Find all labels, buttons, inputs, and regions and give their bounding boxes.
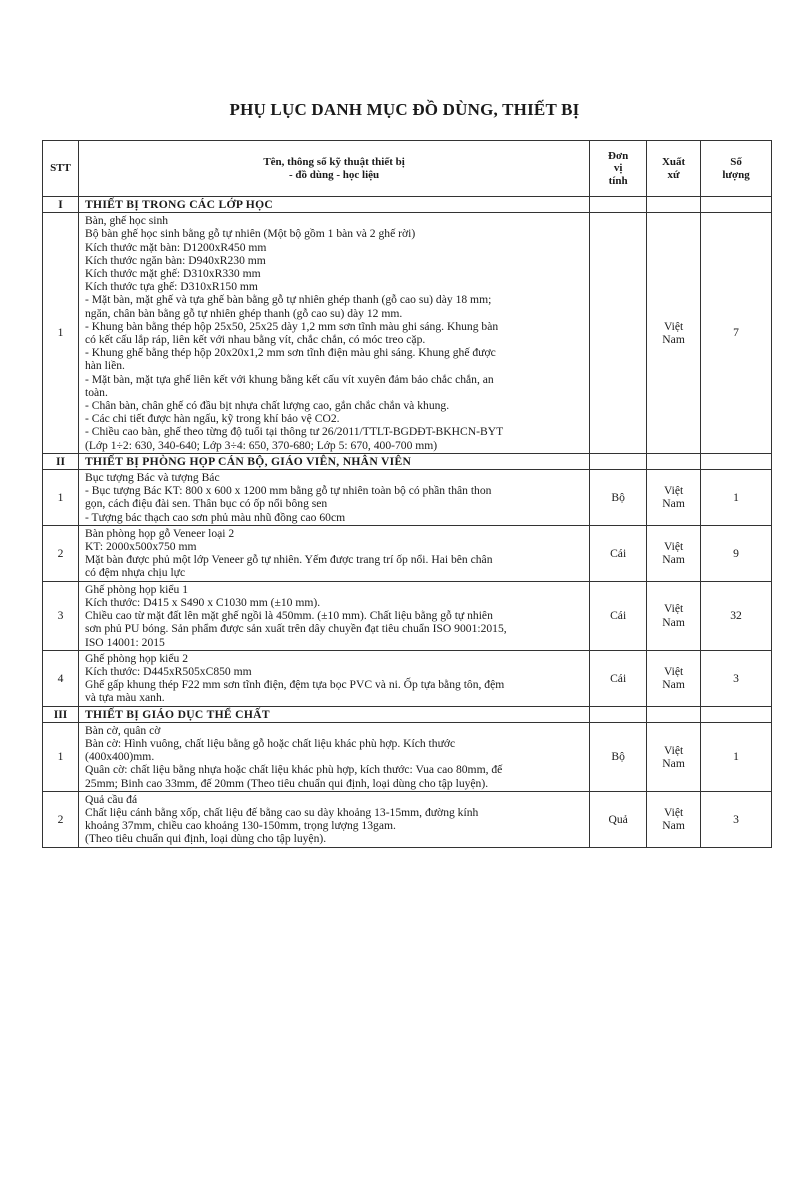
description-line: (400x400)mm.	[84, 750, 155, 764]
description-line: Kích thước: D415 x S490 x C1030 mm (±10 mm).	[84, 595, 321, 609]
item-description	[78, 525, 589, 581]
item-origin: Việt Nam	[647, 650, 701, 706]
item-origin: Việt Nam	[647, 791, 701, 847]
description-line: Ghế gấp khung thép F22 mm sơn tĩnh điện, đệm tựa bọc PVC và ni. Ốp tựa bằng tôn, đệm	[84, 678, 505, 692]
section-number: II	[43, 453, 79, 469]
header-origin	[647, 141, 701, 197]
description-line: Bộ bàn ghế học sinh bằng gỗ tự nhiên (Một bộ gồm 1 bàn và 2 ghế rời)	[84, 227, 416, 241]
table-row	[43, 525, 772, 581]
header-name-line: - đồ dùng - học liệu	[288, 168, 380, 181]
description-line: gọn, cách điệu đài sen. Thân bục có ốp nổi bông sen	[84, 497, 328, 511]
table-row	[43, 213, 772, 454]
description-line: toàn.	[84, 385, 108, 399]
section-title: THIẾT BỊ GIÁO DỤC THỂ CHẤT	[78, 706, 589, 722]
description-line: Kích thước: D445xR505xC850 mm	[84, 664, 252, 678]
item-origin: Việt Nam	[647, 470, 701, 526]
section-empty-cell	[590, 706, 647, 722]
item-number: 2	[43, 525, 79, 581]
section-empty-cell	[701, 197, 772, 213]
description-line: Chất liệu cánh bằng xốp, chất liệu đế bằng cao su dày khoảng 13-15mm, đường kính	[84, 805, 479, 819]
item-unit: Bộ	[590, 470, 647, 526]
section-empty-cell	[647, 453, 701, 469]
description-line: Bàn, ghế học sinh	[84, 214, 169, 228]
description-line: Kích thước mặt ghế: D310xR330 mm	[84, 267, 261, 281]
section-empty-cell	[701, 453, 772, 469]
description-line: Chiều cao từ mặt đất lên mặt ghế ngồi là 450mm. (±10 mm). Chất liệu bằng gỗ tự nhiên	[84, 609, 493, 623]
description-line: (Theo tiêu chuẩn qui định, loại dùng cho tập luyện).	[84, 832, 327, 846]
section-empty-cell	[590, 197, 647, 213]
item-origin: Việt Nam	[647, 722, 701, 791]
item-quantity: 32	[701, 581, 772, 650]
page-title: PHỤ LỤC DANH MỤC ĐỒ DÙNG, THIẾT BỊ	[229, 100, 580, 119]
description-line: có đệm nhựa chịu lực	[84, 566, 186, 580]
item-description	[78, 791, 589, 847]
item-description	[78, 470, 589, 526]
equipment-table	[42, 140, 772, 848]
section-empty-cell	[590, 453, 647, 469]
description-line: Kích thước ngăn bàn: D940xR230 mm	[84, 253, 266, 267]
header-origin-line: Xuất	[661, 156, 686, 168]
item-quantity: 3	[701, 650, 772, 706]
description-line: có kết cấu lắp ráp, liên kết với nhau bằng vít, chắc chắn, có móc treo cặp.	[84, 333, 426, 347]
description-line: Mặt bàn được phủ một lớp Veneer gỗ tự nhiên. Yếm được trang trí ốp nổi. Hai bên chân	[84, 553, 493, 567]
header-unit-line: vị	[613, 162, 623, 175]
section-row	[43, 706, 772, 722]
header-origin-line: xứ	[667, 168, 680, 181]
item-quantity: 1	[701, 470, 772, 526]
header-name-line: Tên, thông số kỹ thuật thiết bị	[263, 156, 405, 168]
description-line: - Khung ghế bằng thép hộp 20x20x1,2 mm sơn tĩnh điện màu ghi sáng. Khung ghế được	[84, 346, 496, 360]
header-qty-line: Số	[730, 156, 742, 168]
item-description	[78, 581, 589, 650]
header-name	[78, 141, 589, 197]
description-line: khoảng 37mm, chiều cao khoảng 130-150mm, trọng lượng 13gam.	[84, 819, 396, 833]
item-origin: Việt Nam	[647, 525, 701, 581]
description-line: - Bục tượng Bác KT: 800 x 600 x 1200 mm bằng gỗ tự nhiên toàn bộ có phần thân thon	[84, 484, 492, 498]
description-line: Ghế phòng họp kiểu 1	[84, 582, 189, 596]
table-body	[43, 197, 772, 848]
description-line: - Khung bàn bằng thép hộp 25x50, 25x25 dày 1,2 mm sơn tĩnh màu ghi sáng. Khung bàn	[84, 319, 499, 333]
section-empty-cell	[701, 706, 772, 722]
description-line: hàn liền.	[84, 359, 125, 373]
item-origin: Việt Nam	[647, 581, 701, 650]
item-number: 1	[43, 470, 79, 526]
section-empty-cell	[647, 706, 701, 722]
table-row	[43, 581, 772, 650]
description-line: Kích thước mặt bàn: D1200xR450 mm	[84, 240, 267, 254]
item-unit: Bộ	[590, 722, 647, 791]
description-line: 25mm; Binh cao 33mm, đế 20mm (Theo tiêu chuẩn qui định, loại dùng cho tập luyện).	[84, 776, 489, 790]
section-empty-cell	[647, 197, 701, 213]
description-line: và tựa màu xanh.	[84, 691, 165, 705]
item-number: 2	[43, 791, 79, 847]
item-quantity: 3	[701, 791, 772, 847]
table-row	[43, 650, 772, 706]
description-line: - Tượng bác thạch cao sơn phủ màu nhũ đồng cao 60cm	[84, 510, 346, 524]
table-row	[43, 791, 772, 847]
header-unit	[590, 141, 647, 197]
item-quantity: 9	[701, 525, 772, 581]
item-unit: Cái	[590, 581, 647, 650]
description-line: - Chiều cao bàn, ghế theo từng độ tuổi tại thông tư 26/2011/TTLT-BGDĐT-BKHCN-BYT	[84, 425, 504, 439]
section-number: I	[43, 197, 79, 213]
description-line: Quân cờ: chất liệu bằng nhựa hoặc chất liệu khác phù hợp, kích thước: Vua cao 80mm, đế	[84, 763, 503, 777]
description-line: - Chân bàn, chân ghế có đầu bịt nhựa chất lượng cao, gắn chắc chắn và khung.	[84, 399, 450, 413]
item-number: 3	[43, 581, 79, 650]
item-number: 1	[43, 722, 79, 791]
header-unit-line: Đơn	[608, 149, 629, 162]
table-row	[43, 722, 772, 791]
description-line: KT: 2000x500x750 mm	[84, 540, 197, 554]
item-quantity: 1	[701, 722, 772, 791]
item-description	[78, 213, 589, 454]
description-line: Bục tượng Bác và tượng Bác	[84, 471, 220, 485]
description-line: Kích thước tựa ghế: D310xR150 mm	[84, 280, 258, 294]
description-line: Quả cầu đá	[84, 792, 138, 806]
item-unit: Cái	[590, 525, 647, 581]
item-number: 1	[43, 213, 79, 454]
description-line: Bàn phòng họp gỗ Veneer loại 2	[84, 526, 235, 540]
description-line: Bàn cờ, quân cờ	[84, 723, 161, 737]
item-description	[78, 722, 589, 791]
section-row	[43, 453, 772, 469]
header-unit-line: tính	[608, 174, 628, 187]
section-title: THIẾT BỊ TRONG CÁC LỚP HỌC	[78, 197, 589, 213]
item-number: 4	[43, 650, 79, 706]
header-stt: STT	[43, 141, 79, 197]
description-line: Ghế phòng họp kiểu 2	[84, 651, 189, 665]
description-line: - Mặt bàn, mặt ghế và tựa ghế bàn bằng gỗ tự nhiên ghép thanh (gỗ cao su) dày 18 mm;	[84, 293, 492, 307]
section-number: III	[43, 706, 79, 722]
table-header-row	[43, 141, 772, 197]
item-unit: Cái	[590, 650, 647, 706]
description-line: (Lớp 1÷2: 630, 340-640; Lớp 3÷4: 650, 370-680; Lớp 5: 670, 400-700 mm)	[84, 438, 438, 452]
description-line: ngăn, chân bàn bằng gỗ tự nhiên ghép thanh (gỗ cao su) dày 12 mm.	[84, 306, 403, 320]
section-title: THIẾT BỊ PHÒNG HỌP CÁN BỘ, GIÁO VIÊN, NHÂN VIÊN	[78, 453, 589, 469]
description-line: - Mặt bàn, mặt tựa ghế liên kết với khung bằng kết cấu vít xuyên đảm bảo chắc chắn, an	[84, 372, 494, 386]
header-qty-line: lượng	[722, 168, 750, 181]
header-qty	[701, 141, 772, 197]
item-unit: Quả	[590, 791, 647, 847]
description-line: sơn phủ PU bóng. Sản phẩm được sản xuất trên dây chuyền đạt tiêu chuẩn ISO 9001:2015,	[84, 622, 507, 636]
item-unit	[590, 213, 647, 454]
description-line: - Các chi tiết được hàn ngấu, kỹ trong khí bảo vệ CO2.	[84, 412, 340, 426]
description-line: Bàn cờ: Hình vuông, chất liệu bằng gỗ hoặc chất liệu khác phù hợp. Kích thước	[84, 736, 456, 750]
item-origin: Việt Nam	[647, 213, 701, 454]
table-row	[43, 470, 772, 526]
description-line: ISO 14001: 2015	[84, 635, 165, 649]
item-description	[78, 650, 589, 706]
section-row	[43, 197, 772, 213]
item-quantity: 7	[701, 213, 772, 454]
